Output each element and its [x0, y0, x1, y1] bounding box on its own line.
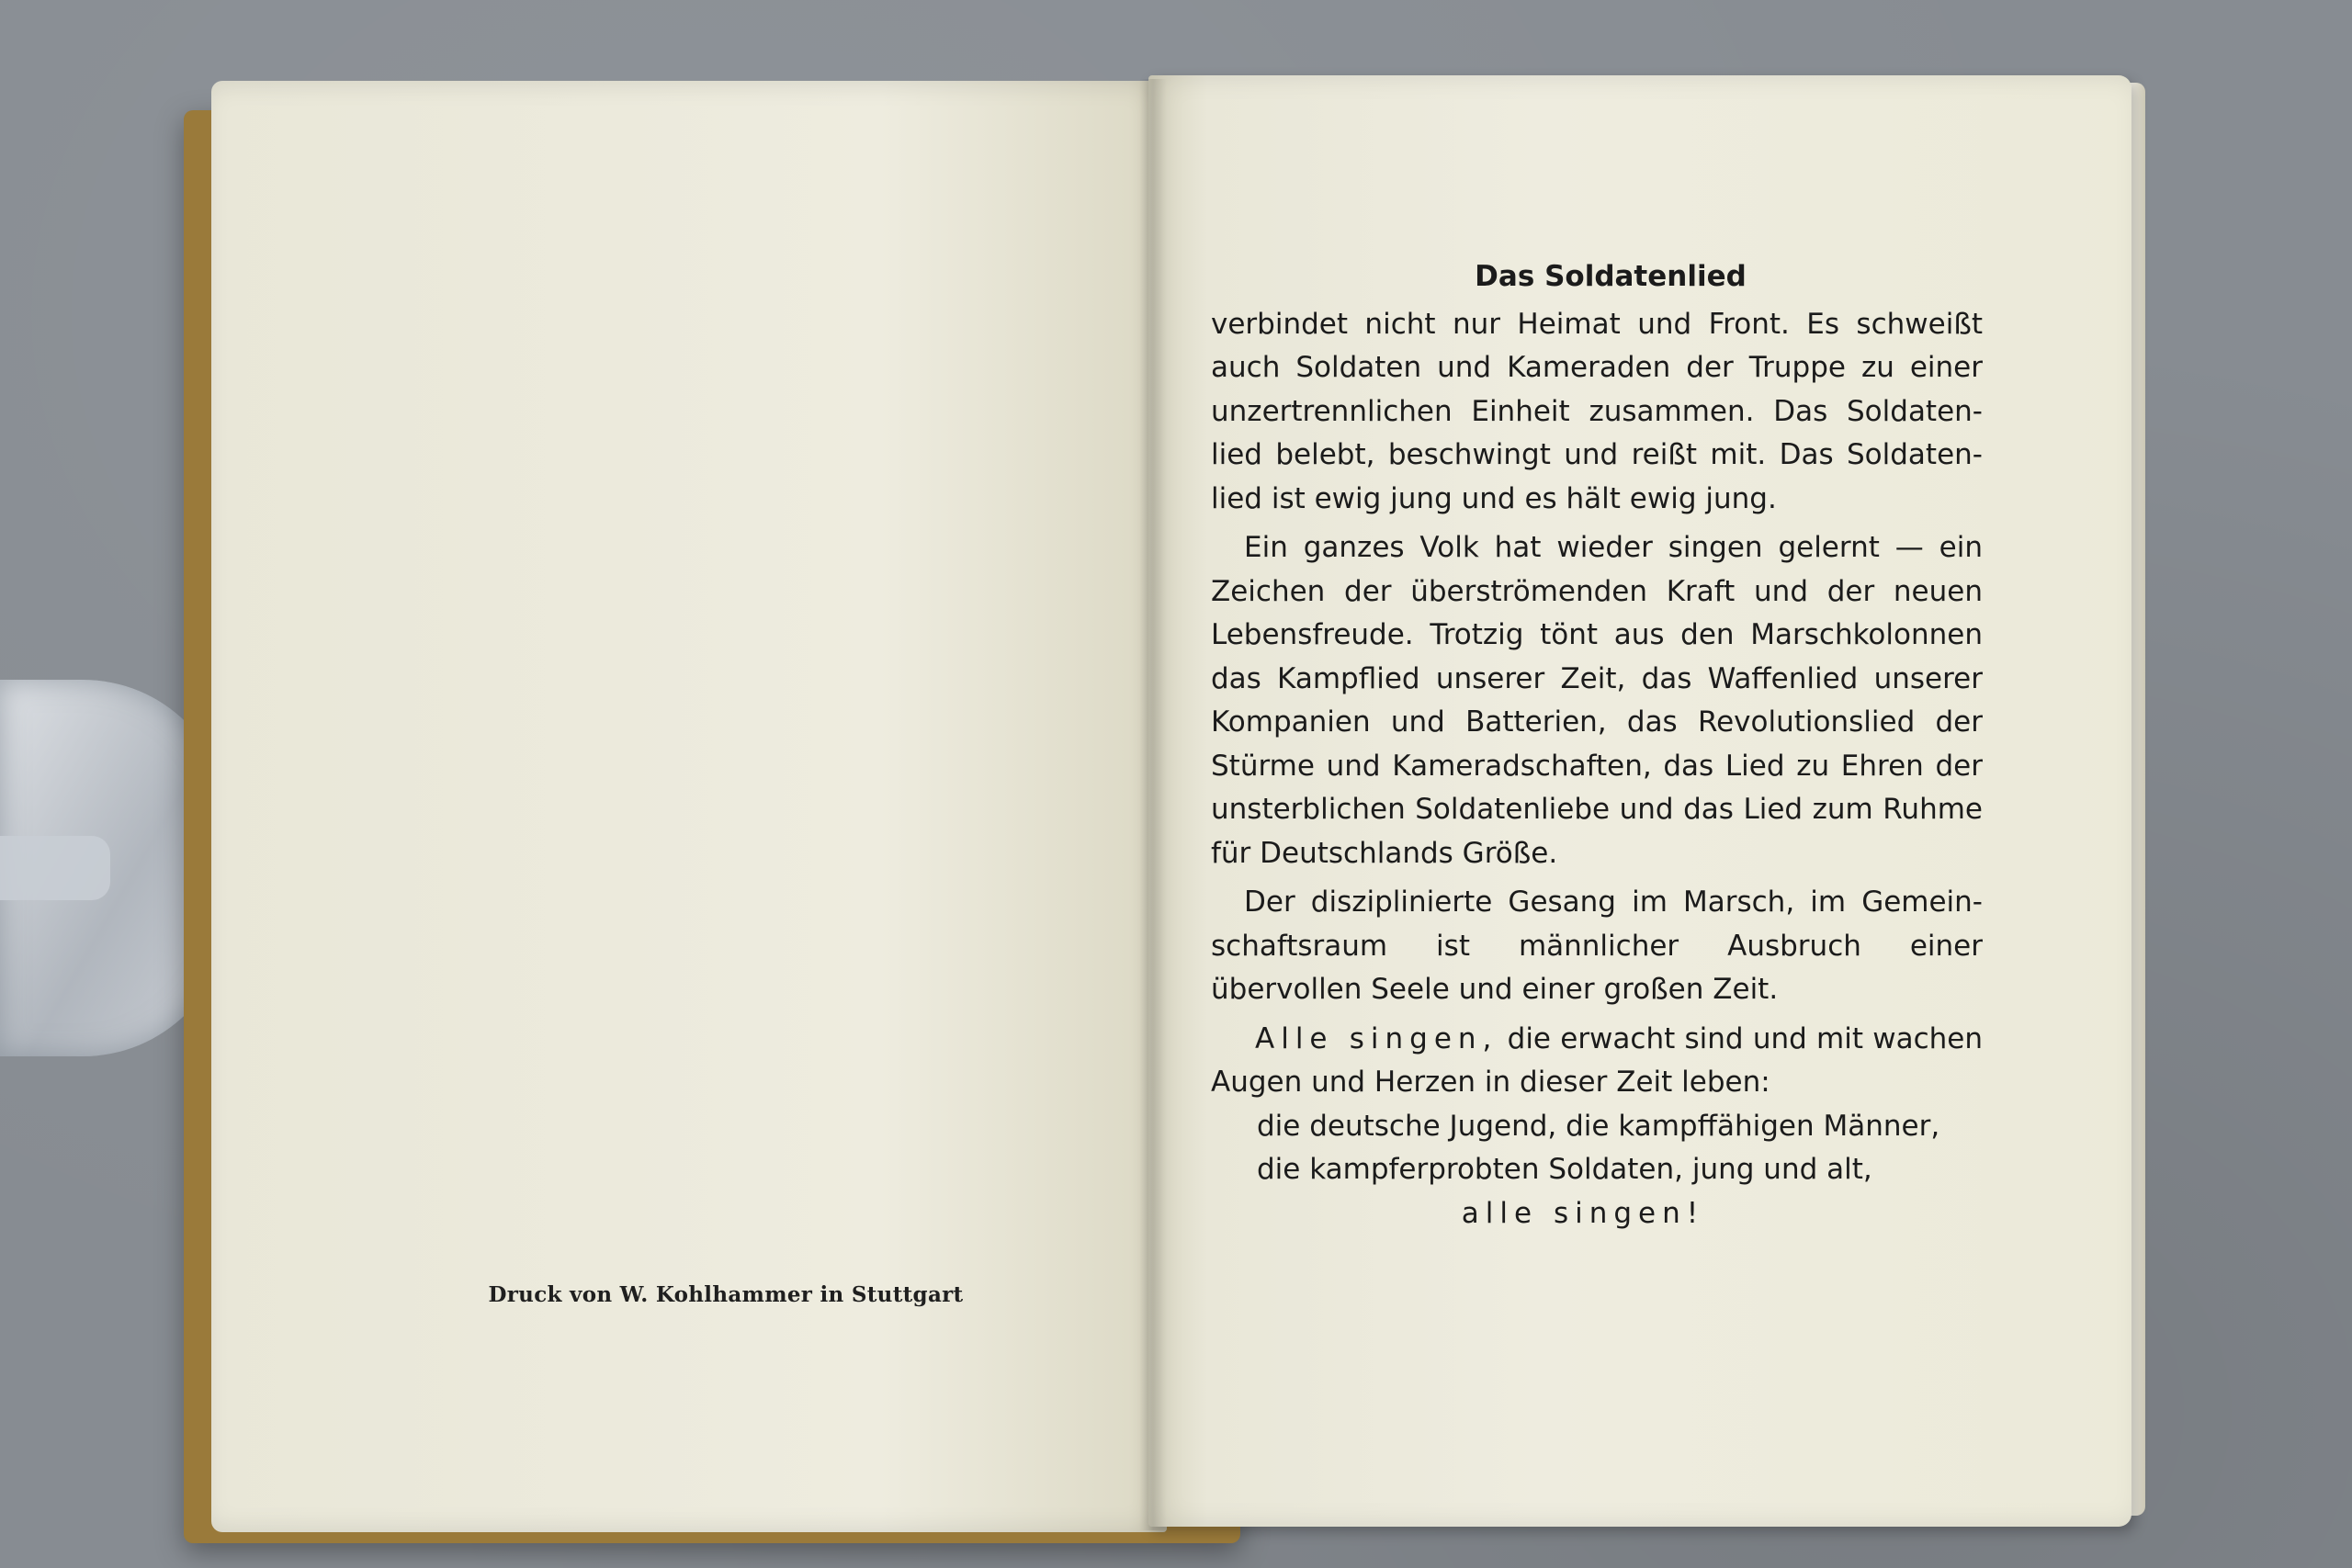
paragraph-2: Ein ganzes Volk hat wieder singen gelernt — ein Zeichen der überströmenden Kraft und der neuen Lebensfreude. Trotzig tönt aus den Marschkolonnen das Kampflied unserer Zeit, das Waffenlied unserer Kompanien und Batterien, das Revolutionslied der Stürme und Kameradschaften, das Lied zu Ehren der unsterblichen Soldatenliebe und das Lied zum Ruhme für Deutschlands Größe.	[1211, 531, 1983, 870]
verse-line-2: die kampferprobten Soldaten, jung und alt,	[1257, 1153, 1872, 1186]
printer-imprint: Druck von W. Kohlhammer in Stuttgart	[488, 1282, 964, 1307]
paragraph-4-rest: die erwacht sind und mit wachen Augen und Herzen in dieser Zeit leben:	[1211, 1021, 1983, 1099]
page-heading: Das Soldatenlied	[1475, 260, 1747, 293]
paragraph-3: Der disziplinierte Gesang im Marsch, im Gemein-schaftsraum ist männlicher Ausbruch einer übervollen Seele und einer großen Zeit.	[1211, 886, 1983, 1006]
book-gutter	[1139, 79, 1167, 1530]
right-page-text	[1211, 255, 1983, 1235]
paragraph-4	[1211, 1018, 1983, 1105]
paragraph-1: verbindet nicht nur Heimat und Front. Es schweißt auch Soldaten und Kameraden der Truppe zu einer unzertrennlichen Einheit zusammen. Das Soldaten-lied belebt, beschwingt und reißt mit. Das Soldaten-lied ist ewig jung und es hält ewig jung.	[1211, 307, 1983, 515]
emphasis-alle-singen: Alle singen,	[1255, 1021, 1498, 1055]
closing-line: alle singen!	[1461, 1196, 1705, 1230]
verse-line-1: die deutsche Jugend, die kampffähigen Männer,	[1257, 1109, 1940, 1143]
left-page	[211, 81, 1167, 1532]
glass-clip-detail	[0, 836, 110, 900]
